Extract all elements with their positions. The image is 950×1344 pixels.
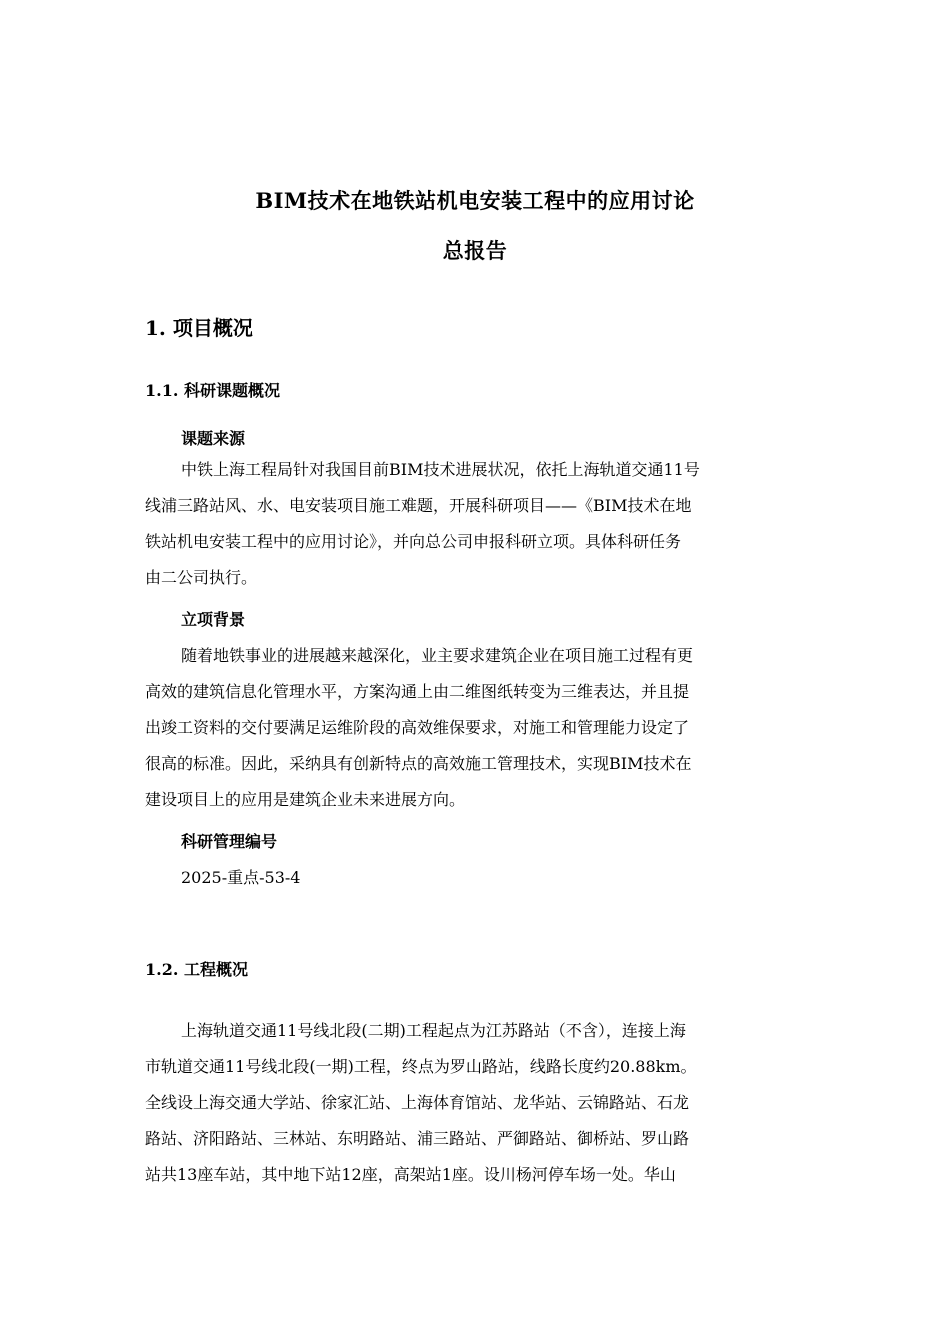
- paragraph-line: 建设项目上的应用是建筑企业未来进展方向。: [145, 790, 466, 809]
- paragraph-line: 铁站机电安装工程中的应用讨论》，并向总公司申报科研立项。具体科研任务: [145, 532, 682, 551]
- paragraph-line: 市轨道交通11号线北段(一期)工程，终点为罗山路站，线路长度约20.88km。: [145, 1057, 697, 1076]
- research-management-number: 2025-重点-53-4: [181, 868, 301, 887]
- project-overview-paragraph: [145, 1013, 805, 1193]
- subsection-heading-project-overview: 1.2. 工程概况: [145, 960, 248, 979]
- project-background-paragraph: [145, 638, 805, 818]
- paragraph-line: 线浦三路站风、水、电安装项目施工难题，开展科研项目——《BIM技术在地: [145, 496, 692, 515]
- paragraph-line: 上海轨道交通11号线北段(二期)工程起点为江苏路站（不含），连接上海: [181, 1021, 686, 1040]
- paragraph-line: 很高的标准。因此，采纳具有创新特点的高效施工管理技术，实现BIM技术在: [145, 754, 692, 773]
- paragraph-line: 高效的建筑信息化管理水平，方案沟通上由二维图纸转变为三维表达，并且提: [145, 682, 690, 701]
- paragraph-line: 全线设上海交通大学站、徐家汇站、上海体育馆站、龙华站、云锦路站、石龙: [145, 1093, 690, 1112]
- paragraph-line: 随着地铁事业的进展越来越深化，业主要求建筑企业在项目施工过程有更: [181, 646, 694, 665]
- document-subtitle: 总报告: [442, 238, 508, 263]
- paragraph-line: 路站、济阳路站、三林站、东明路站、浦三路站、严御路站、御桥站、罗山路: [145, 1129, 690, 1148]
- section-heading-project-overview: 1. 项目概况: [145, 316, 253, 340]
- paragraph-line: 出竣工资料的交付要满足运维阶段的高效维保要求，对施工和管理能力设定了: [145, 718, 690, 737]
- document-title: BIM技术在地铁站机电安装工程中的应用讨论: [255, 188, 695, 213]
- project-background-heading: 立项背景: [181, 610, 246, 629]
- paragraph-line: 中铁上海工程局针对我国目前BIM技术进展状况，依托上海轨道交通11号: [181, 460, 700, 479]
- paragraph-line: 站共13座车站，其中地下站12座，高架站1座。设川杨河停车场一处。华山: [145, 1165, 676, 1184]
- subsection-heading-research-overview: 1.1. 科研课题概况: [145, 381, 280, 400]
- topic-source-paragraph: [145, 452, 805, 596]
- research-management-number-heading: 科研管理编号: [181, 832, 278, 851]
- topic-source-heading: 课题来源: [181, 429, 246, 448]
- paragraph-line: 由二公司执行。: [145, 568, 258, 587]
